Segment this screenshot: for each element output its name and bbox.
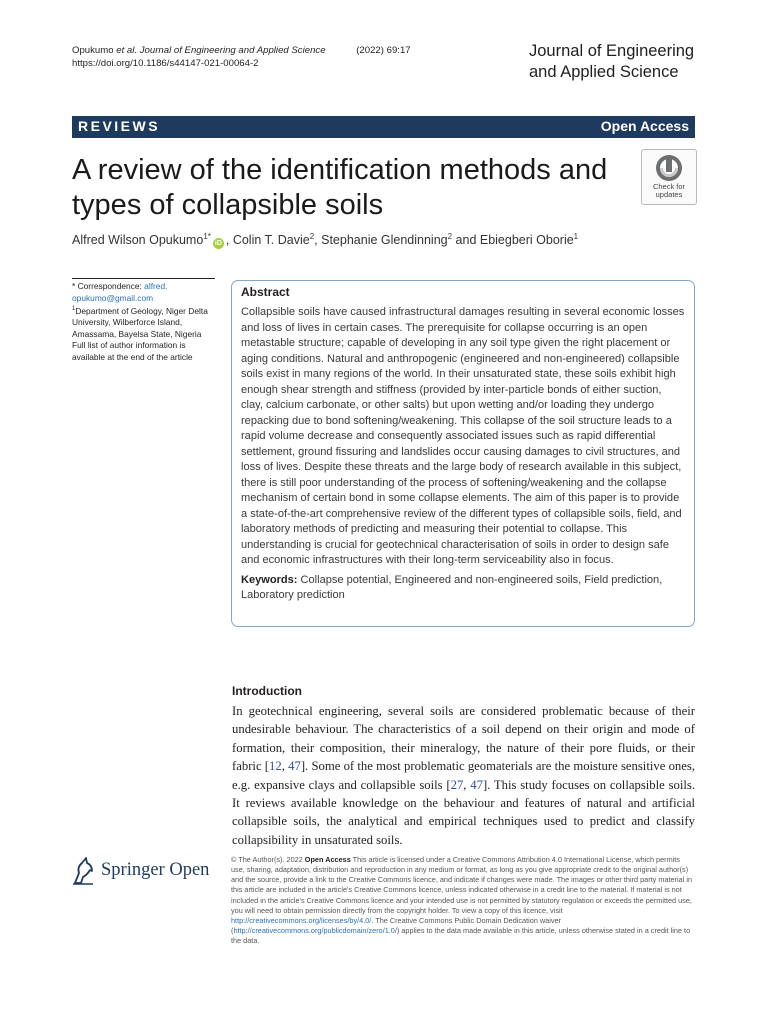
section-label: REVIEWS — [78, 118, 161, 134]
check-for-updates-label1: Check for — [652, 182, 686, 191]
intro-text-part: ]. Some of the most problematic geomaterials are the moisture sensitive ones, e.g. expansive clays and collapsible soils [ — [232, 759, 696, 792]
affiliation-text: Department of Geology, Niger Delta University, Wilberforce Island, Amassama, Bayelsa State, Nigeria — [72, 305, 208, 339]
license-part: © The Author(s). 2022 — [231, 855, 305, 864]
author-affiliation-sup: 2 — [309, 232, 315, 241]
author-name[interactable]: , Stephanie Glendinning — [314, 233, 448, 248]
author-info-note: Full list of author information is available at the end of the article — [72, 340, 193, 362]
citation-link[interactable]: 12 — [269, 759, 282, 774]
author-name[interactable]: , Colin T. Davie — [225, 233, 310, 248]
author-list — [72, 232, 578, 249]
license-part: ) applies to the data made available in this article, unless otherwise stated in a credit line to the data. — [231, 926, 691, 946]
intro-text-part: , — [463, 777, 471, 792]
correspondence-block — [72, 281, 220, 363]
author-name[interactable]: and Ebiegberi Oborie — [452, 233, 574, 248]
author-affiliation-sup: 1 — [573, 232, 579, 241]
intro-text-part: In geotechnical engineering, several soils are considered problematic because of their undesirable behaviour. The characteristics of a soil depend on their origin and mode of formation, their composition, their mineralogy, the nature of their pore fluids, or their fabric [ — [232, 704, 695, 774]
public-domain-link[interactable]: http://creativecommons.org/publicdomain/zero/1.0/ — [233, 926, 397, 936]
orcid-icon[interactable]: iD — [214, 240, 222, 248]
license-open-access: Open Access — [304, 855, 351, 864]
correspondence-divider — [72, 278, 215, 279]
check-for-updates-badge[interactable] — [641, 149, 697, 205]
citation-journal: Journal of Engineering and Applied Science — [139, 45, 326, 56]
citation-link[interactable]: 47 — [288, 759, 301, 774]
citation-volume: (2022) 69:17 — [356, 45, 411, 56]
correspondence-label: * Correspondence: — [72, 281, 145, 291]
journal-name-line1: Journal of Engineering — [529, 42, 695, 60]
springer-open-logo — [71, 855, 221, 889]
keywords — [241, 573, 686, 604]
license-text — [231, 855, 693, 946]
author-affiliation-sup: 1* — [203, 232, 211, 241]
abstract-text: Collapsible soils have caused infrastructural damages resulting in several economic losses and loss of lives in certain cases. The prerequisite for collapse occurring is an open metastable structure; capable of developing in any soil type given the right placement or aging conditions. Natural and anthropogenic (engineered and non-engineered) collapsible soils exist in many regions of the world. In their unsaturated state, these soils exhibit high enough shear strength and stiffness (provided by inter-particle bonds of either suction, clay, calcium carbonate, or other salts) but upon wetting and/or loading they undergo repacking due to bond softening/weakening. This collapse of the soil structure leads to a rapid volume decrease and consequently associated issues such as rapid differential settlement, ground fissuring and landslides occur causing damages to civil structures, and loss of lives. Despite these threats and the large body of research available in this subject, there is still poor understanding of the process of softening/weakening and the collapse mechanism of certain bond in some collapse elements. The aim of this paper is to provide a state-of-the-art comprehensive review of the different types of collapsible soils, field, and laboratory methods of predicting and measuring their potential to collapse. This understanding is crucial for geotechnical characterisation of soils in order to design safe and economic infrastructures with their long-term serviceability also in focus. — [241, 306, 685, 566]
citation-link[interactable]: 47 — [470, 777, 483, 792]
springer-horse-icon — [71, 856, 97, 886]
intro-text-part: , — [281, 759, 289, 774]
check-for-updates-label2: updates — [655, 190, 683, 199]
introduction-text — [232, 702, 695, 849]
abstract-box — [231, 280, 695, 627]
section-banner — [72, 116, 695, 138]
citation-etal: et al. — [116, 45, 138, 56]
journal-name — [529, 41, 729, 83]
correspondence-email[interactable]: alfred. — [144, 281, 168, 291]
citation-line — [72, 44, 411, 57]
article-citation — [72, 44, 411, 70]
open-access-label: Open Access — [600, 118, 689, 134]
doi-link[interactable]: https://doi.org/10.1186/s44147-021-00064-2 — [72, 58, 259, 69]
citation-authors: Opukumo — [72, 45, 114, 56]
journal-name-line2: and Applied Science — [529, 63, 679, 81]
keywords-text: Collapse potential, Engineered and non-engineered soils, Field prediction, Laboratory prediction — [241, 573, 663, 601]
affiliation-sup: 1 — [72, 306, 76, 312]
intro-text-part: ]. This study focuses on collapsible soils. It reviews available knowledge on the behaviour and features of natural and artificial collapsible soils, the analytical and empirical techniques used to predict and classify collapsibility in unsaturated soils. — [232, 777, 696, 847]
keywords-label: Keywords: — [241, 573, 298, 586]
license-part: . The Creative Commons Public Domain Dedication waiver ( — [231, 915, 561, 936]
crossmark-icon — [654, 153, 684, 183]
introduction-heading: Introduction — [232, 684, 302, 698]
correspondence-email-cont[interactable]: opukumo@gmail.com — [72, 292, 154, 303]
springer-open-wordmark: Springer Open — [101, 860, 210, 880]
license-link[interactable]: http://creativecommons.org/licenses/by/4.0/ — [231, 915, 372, 925]
license-part: This article is licensed under a Creative Commons Attribution 4.0 International License, which permits use, sharing, adaptation, distribution and reproduction in any medium or format, as long as you give appropriate credit to the original author(s) and the source, provide a link to the Creative Commons licence, and indicate if changes were made. The images or other third party material in this article are included in the article's Creative Commons licence, unless indicated otherwise in a credit line to the material. If material is not included in the article's Creative Commons licence and your intended use is not permitted by statutory regulation or exceeds the permitted use, you will need to obtain permission directly from the copyright holder. To view a copy of this licence, visit — [231, 855, 693, 915]
citation-link[interactable]: 27 — [450, 777, 464, 792]
author-affiliation-sup: 2 — [447, 232, 453, 241]
article-title: A review of the identification methods and types of collapsible soils — [72, 154, 608, 221]
author-name[interactable]: Alfred Wilson Opukumo — [72, 233, 204, 248]
abstract-heading: Abstract — [241, 285, 290, 299]
